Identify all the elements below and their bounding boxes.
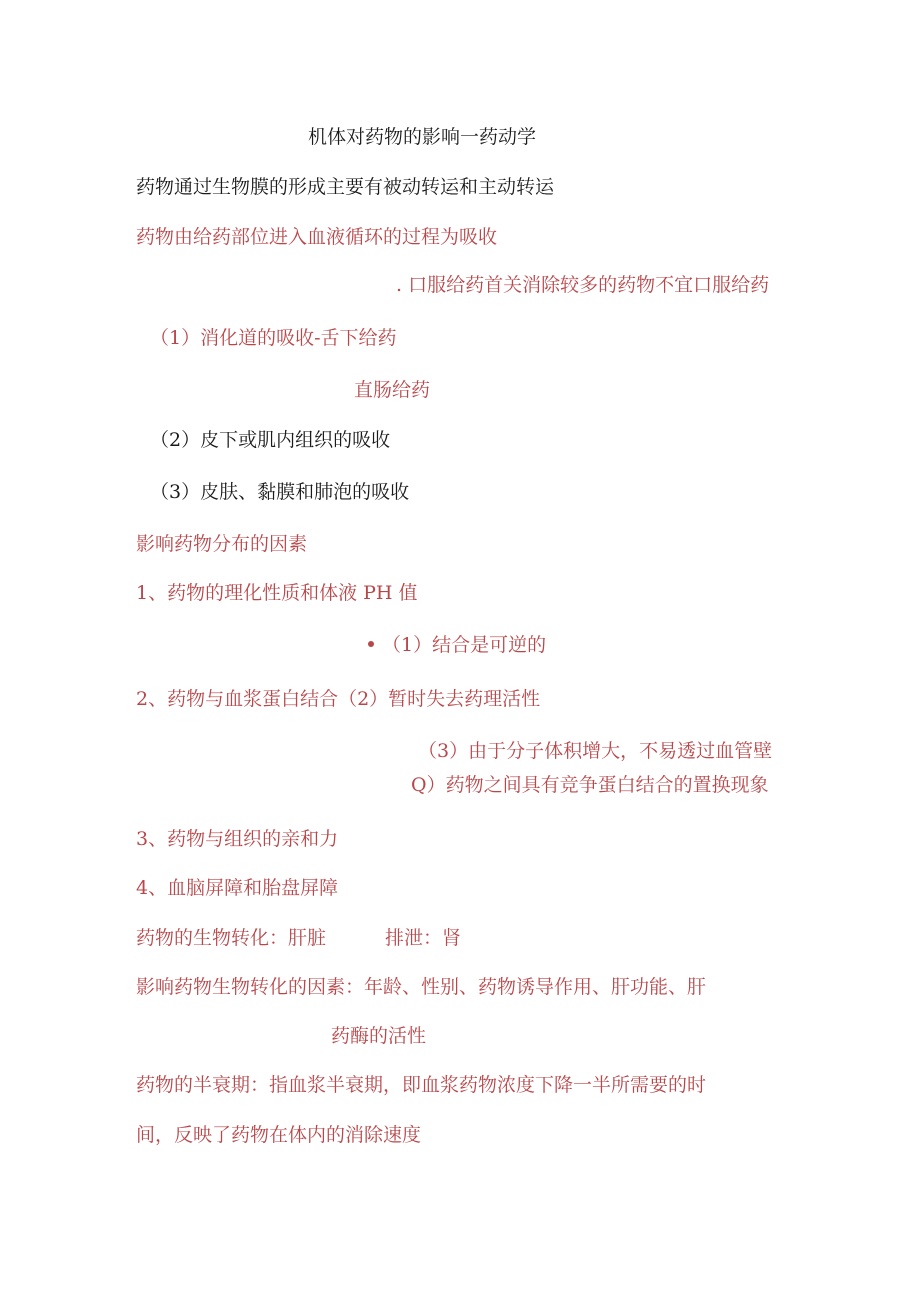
section-heading: 影响药物分布的因素 [136,533,308,555]
text-line: . 口服给药首关消除较多的药物不宜口服给药 [396,274,770,296]
bullet-text: （1）结合是可逆的 [382,634,547,656]
text-line: 4、血脑屏障和胎盘屏障 [136,877,339,899]
text-line: （1）消化道的吸收-舌下给药 [150,327,397,349]
text-line: Q）药物之间具有竞争蛋白结合的置换现象 [411,774,769,796]
text-line: 间，反映了药物在体内的消除速度 [136,1124,422,1146]
bullet-dot-icon [368,641,374,647]
text-line: 排泄：肾 [385,927,462,949]
text-line: 1、药物的理化性质和体液 PH 值 [136,582,418,604]
text-line: 影响药物生物转化的因素：年龄、性别、药物诱导作用、肝功能、肝 [136,976,707,998]
text-line: 药物的半衰期：指血浆半衰期，即血浆药物浓度下降一半所需要的时 [136,1074,707,1096]
text-line: （3）由于分子体积增大，不易透过血管壁 [418,740,773,762]
text-line: 直肠给药 [354,379,431,401]
text-line: 药物的生物转化：肝脏 [136,927,327,949]
bullet-line [368,633,546,657]
text-line: 药酶的活性 [331,1025,427,1047]
text-line: 2、药物与血浆蛋白结合（2）暂时失去药理活性 [136,688,541,710]
text-line: （3）皮肤、黏膜和肺泡的吸收 [150,481,410,503]
page-title: 机体对药物的影响一药动学 [308,126,537,148]
text-line: 药物由给药部位进入血液循环的过程为吸收 [136,226,498,248]
text-line: 药物通过生物膜的形成主要有被动转运和主动转运 [136,176,555,198]
text-line: 3、药物与组织的亲和力 [136,828,339,850]
text-line: （2）皮下或肌内组织的吸收 [150,429,391,451]
